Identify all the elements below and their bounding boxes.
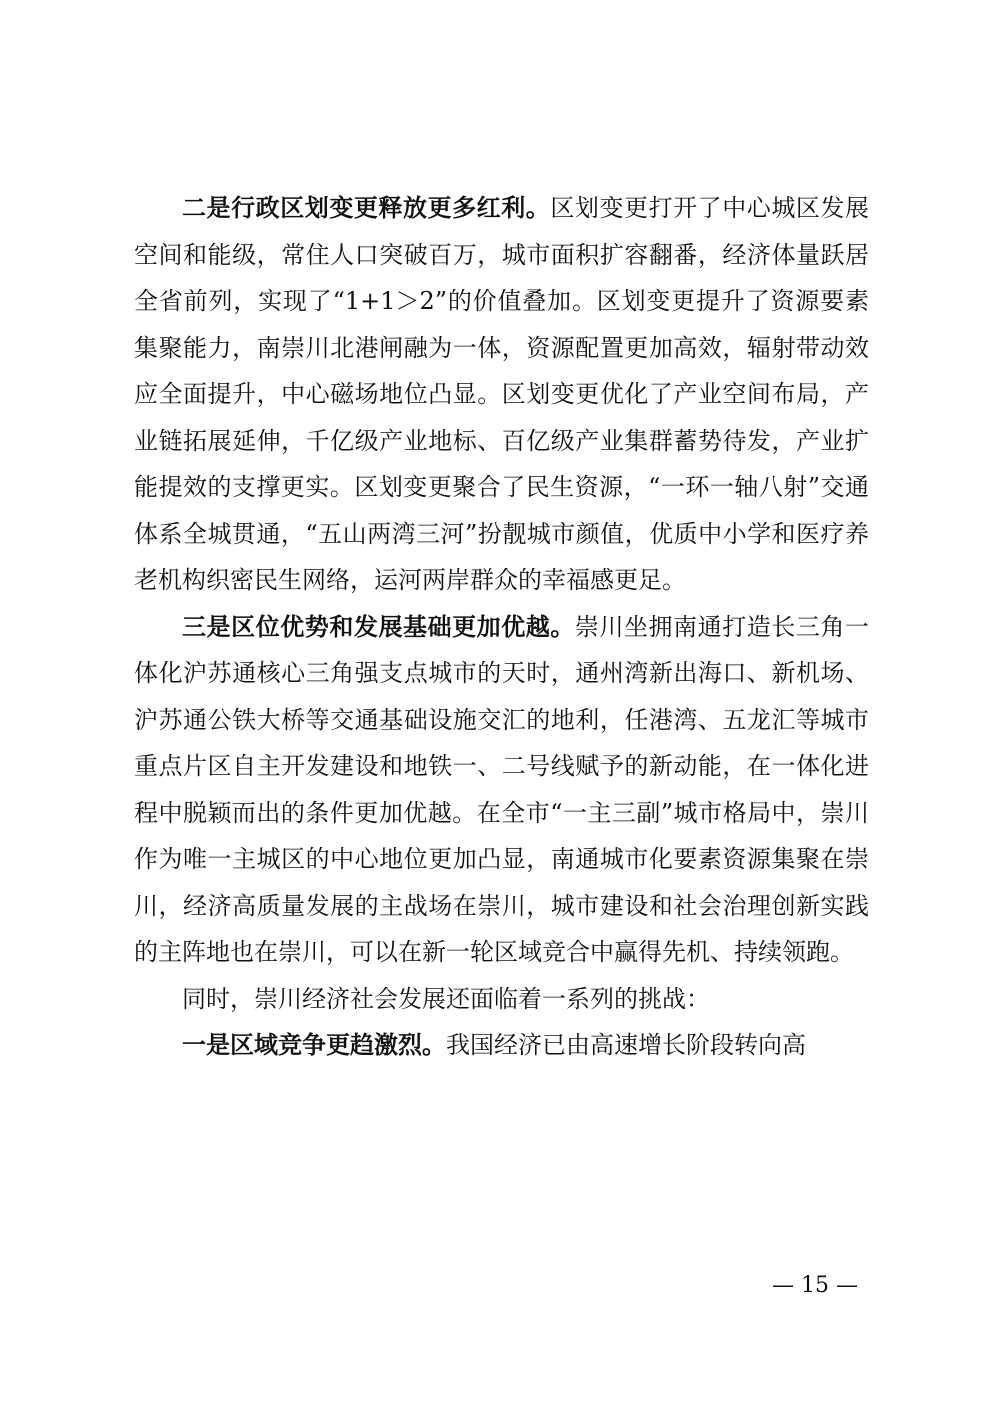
paragraph	[134, 185, 869, 604]
body-text	[134, 185, 869, 1069]
paragraph-text: 同时，崇川经济社会发展还面临着一系列的挑战：	[182, 984, 710, 1013]
paragraph-text: 崇川坐拥南通打造长三角一体化沪苏通核心三角强支点城市的天时，通州湾新出海口、新机场、沪苏通公铁大桥等交通基础设施交汇的地利，任港湾、五龙汇等城市重点片区自主开发建设和地铁一、二号线赋予的新动能，在一体化进程中脱颖而出的条件更加优越。在全市“一主三副”城市格局中，崇川作为唯一主城区的中心地位更加凸显，南通城市化要素资源集聚在崇川，经济高质量发展的主战场在崇川，城市建设和社会治理创新实践的主阵地也在崇川，可以在新一轮区域竞合中赢得先机、持续领跑。	[134, 612, 870, 966]
paragraph-lead-heading: 二是行政区划变更释放更多红利。	[182, 193, 551, 222]
paragraph	[134, 604, 869, 976]
paragraph-text: 区划变更打开了中心城区发展空间和能级，常住人口突破百万，城市面积扩容翻番，经济体量跃居全省前列，实现了“1+1＞2”的价值叠加。区划变更提升了资源要素集聚能力，南崇川北港闸融为一体，资源配置更加高效，辐射带动效应全面提升，中心磁场地位凸显。区划变更优化了产业空间布局，产业链拓展延伸，千亿级产业地标、百亿级产业集群蓄势待发，产业扩能提效的支撑更实。区划变更聚合了民生资源，“一环一轴八射”交通体系全城贯通，“五山两湾三河”扮靓城市颜值，优质中小学和医疗养老机构织密民生网络，运河两岸群众的幸福感更足。	[134, 194, 870, 594]
paragraph	[134, 1022, 869, 1069]
paragraph-text: 我国经济已由高速增长阶段转向高	[446, 1031, 806, 1059]
paragraph	[134, 976, 869, 1023]
paragraph-lead-heading: 一是区域竞争更趋激烈。	[182, 1030, 446, 1059]
paragraph-lead-heading: 三是区位优势和发展基础更加优越。	[182, 611, 575, 641]
page-number: — 15 —	[772, 1273, 858, 1298]
